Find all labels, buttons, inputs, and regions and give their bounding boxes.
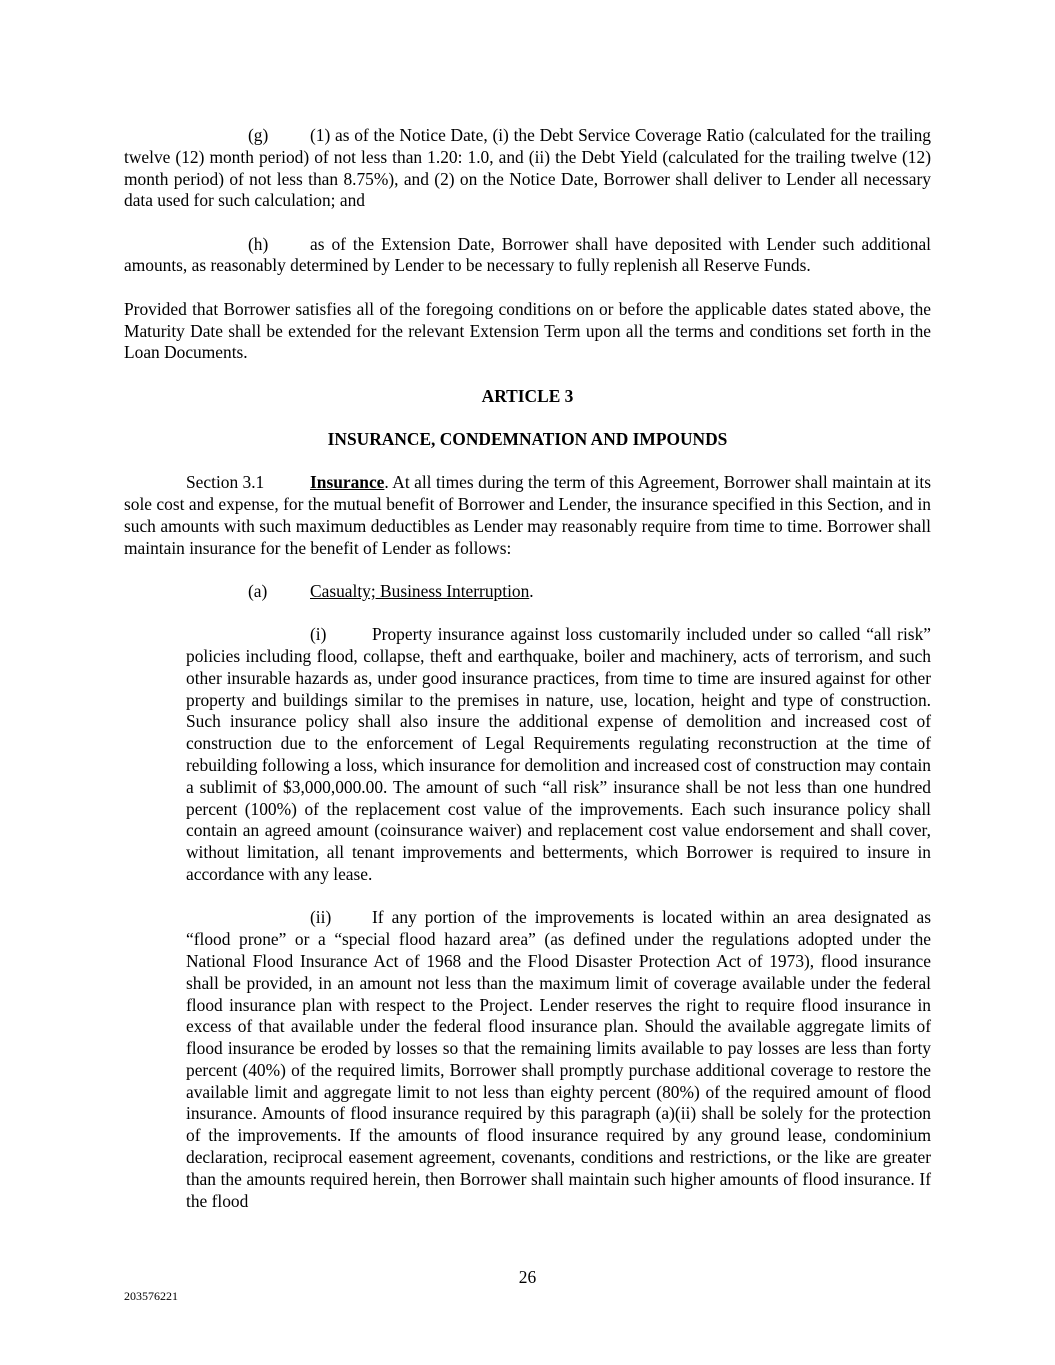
section-3-1-title: Insurance (310, 472, 385, 493)
section-3-1-number: Section 3.1 (186, 472, 265, 493)
paragraph-g (124, 125, 931, 212)
article-heading: ARTICLE 3 (481, 385, 574, 406)
subsection-ii (186, 907, 931, 1212)
subsection-a-trail: . (529, 580, 534, 601)
paragraph-g-label: (g) (248, 125, 269, 145)
paragraph-g-text: (1) as of the Notice Date, (i) the Debt Service Coverage Ratio (calculated for the trailing twelve (12) month period) of not less than 1.20: 1.0, and (ii) the Debt Yield (calculated for the trailing twelve (12) month period) of not less than 8.75%), and (2) on the Notice Date, Borrower shall deliver to Lender all necessary data used for such calculation; and (124, 125, 931, 211)
subsection-a-title: Casualty; Business Interruption (310, 580, 530, 601)
paragraph-h-label: (h) (248, 233, 269, 254)
section-3-1 (124, 472, 931, 559)
subsection-ii-text: If any portion of the improvements is located within an area designated as “flood prone” or a “special flood hazard area” (as defined under the regulations adopted under the National Flood Insurance Act of 1968 and the Flood Disaster Protection Act of 1973), flood insurance shall be provided, in an amount not less than the maximum limit of coverage available under the federal flood insurance plan with respect to the Project. Lender reserves the right to require flood insurance in excess of that available under the federal flood insurance plan. Should the available aggregate limits of flood insurance be eroded by losses so that the remaining limits available to pay losses are less than forty percent (40%) of the required limits, Borrower shall promptly purchase additional coverage to restore the available limit and aggregate limit to not less than eighty percent (80%) of the required amount of flood insurance. Amounts of flood insurance required by this paragraph (a)(ii) shall be solely for the protection of the improvements. If the amounts of flood insurance required by any ground lease, condominium declaration, reciprocal easement agreement, covenants, conditions and restrictions, or the like are greater than the amounts required herein, then Borrower shall maintain such higher amounts of flood insurance. If the flood (186, 907, 931, 1211)
paragraph-h (124, 234, 931, 278)
subsection-i-label: (i) (310, 624, 327, 645)
subsection-i (186, 624, 931, 886)
page-number: 26 (518, 1267, 537, 1287)
subsection-ii-label: (ii) (310, 907, 332, 928)
paragraph-h-text: as of the Extension Date, Borrower shall have deposited with Lender such additional amounts, as reasonably determined by Lender to be necessary to fully replenish all Reserve Funds. (124, 233, 931, 276)
section-3-1-text: . At all times during the term of this Agreement, Borrower shall maintain at its sole cost and expense, for the mutual benefit of Borrower and Lender, the insurance specified in this Section, and in such amounts with such maximum deductibles as Lender may reasonably require from time to time. Borrower shall maintain insurance for the benefit of Lender as follows: (124, 472, 931, 558)
subsection-a-label: (a) (248, 580, 268, 601)
provided-paragraph: Provided that Borrower satisfies all of the foregoing conditions on or before the applicable dates stated above, the Maturity Date shall be extended for the relevant Extension Term upon all the terms and conditions set forth in the Loan Documents. (124, 298, 931, 363)
document-id: 203576221 (124, 1289, 178, 1303)
article-title: INSURANCE, CONDEMNATION AND IMPOUNDS (327, 428, 728, 449)
document-page (124, 125, 931, 1212)
subsection-a (248, 581, 931, 603)
subsection-i-text: Property insurance against loss customarily included under so called “all risk” policies including flood, collapse, theft and earthquake, boiler and machinery, acts of terrorism, and such other insurable hazards as, under good insurance practices, from time to time are insured against for other property and buildings similar to the premises in nature, use, location, height and type of construction. Such insurance policy shall also insure the additional expense of demolition and increased cost of construction due to the enforcement of Legal Requirements regulating reconstruction at the time of rebuilding following a loss, which insurance for demolition and increased cost of construction may contain a sublimit of $3,000,000.00. The amount of such “all risk” insurance shall be not less than one hundred percent (100%) of the replacement cost value of the improvements. Each such insurance policy shall contain an agreed amount (coinsurance waiver) and replacement cost value endorsement and shall cover, without limitation, all tenant improvements and betterments, which Borrower is required to insure in accordance with any lease. (186, 624, 931, 885)
